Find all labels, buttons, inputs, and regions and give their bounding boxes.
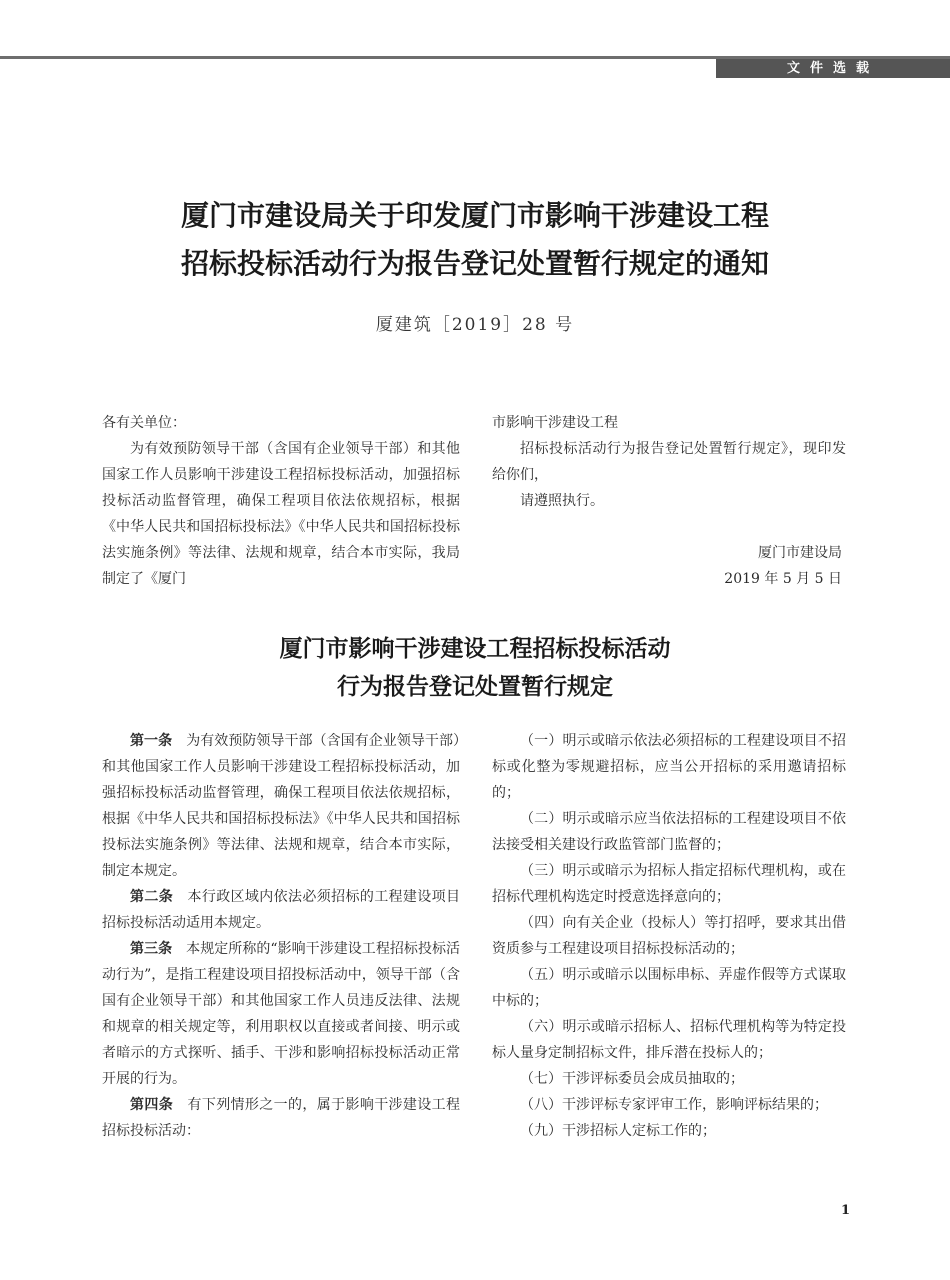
notice-title-line-1: 厦门市建设局关于印发厦门市影响干涉建设工程 xyxy=(180,199,769,232)
notice-addressee: 各有关单位： xyxy=(102,415,186,431)
notice-paragraph: 为有效预防领导干部（含国有企业领导干部）和其他国家工作人员影响干涉建设工程招标投标活动，加强招标投标活动监督管理，确保工程项目依法依规招标，根据《中华人民共和国招标投标法》《中华人民共和国招标投标法实施条例》等法律、法规和规章，结合本市实际，我局制定了《厦门 xyxy=(102,441,460,587)
list-item: （六）明示或暗示招标人、招标代理机构等为特定投标人量身定制招标文件，排斥潜在投标人的； xyxy=(492,1019,846,1061)
list-item: （四）向有关企业（投标人）等打招呼，要求其出借资质参与工程建设项目招标投标活动的； xyxy=(492,915,846,957)
notice-paragraph-continued: 市影响干涉建设工程 xyxy=(492,415,618,431)
section-label: 文件选载 xyxy=(716,59,950,78)
article-label: 第二条 xyxy=(130,889,174,905)
notice-signer: 厦门市建设局 xyxy=(758,545,842,561)
article-label: 第四条 xyxy=(130,1097,174,1113)
list-item: （一）明示或暗示依法必须招标的工程建设项目不招标或化整为零规避招标，应当公开招标的采用邀请招标的； xyxy=(492,733,846,801)
regulation-title-line-1: 厦门市影响干涉建设工程招标投标活动 xyxy=(279,635,671,662)
regulation-title-line-2: 行为报告登记处置暂行规定 xyxy=(337,673,613,700)
article xyxy=(102,884,460,936)
page-number: 1 xyxy=(840,1203,850,1218)
notice-date: 2019 年 5 月 5 日 xyxy=(724,571,842,587)
notice-paragraph-continued-2: 招标投标活动行为报告登记处置暂行规定》，现印发给你们， xyxy=(492,441,846,483)
list-item: （三）明示或暗示为招标人指定招标代理机构，或在招标代理机构选定时授意选择意向的； xyxy=(492,863,846,905)
list-item: （二）明示或暗示应当依法招标的工程建设项目不依法接受相关建设行政监管部门监督的； xyxy=(492,811,846,853)
article-text: 为有效预防领导干部（含国有企业领导干部）和其他国家工作人员影响干涉建设工程招标投标活动，加强招标投标活动监督管理，确保工程项目依法依规招标，根据《中华人民共和国招标投标法》《中华人民共和国招标投标法实施条例》等法律、法规和规章，结合本市实际，制定本规定。 xyxy=(102,733,461,879)
notice-body-right xyxy=(492,410,846,592)
notice-body-left xyxy=(102,410,460,592)
article xyxy=(102,1092,460,1144)
article-label: 第三条 xyxy=(130,941,173,957)
notice-closing: 请遵照执行。 xyxy=(520,493,604,509)
article xyxy=(102,936,460,1092)
regulation-title xyxy=(100,630,850,706)
list-item: （八）干涉评标专家评审工作，影响评标结果的； xyxy=(520,1097,828,1113)
list-item: （五）明示或暗示以围标串标、弄虚作假等方式谋取中标的； xyxy=(492,967,846,1009)
items-column xyxy=(492,728,846,1144)
article-text: 本行政区域内依法必须招标的工程建设项目招标投标活动适用本规定。 xyxy=(102,889,461,931)
list-item: （九）干涉招标人定标工作的； xyxy=(520,1123,716,1139)
articles-column xyxy=(102,728,460,1144)
list-item: （七）干涉评标委员会成员抽取的； xyxy=(520,1071,744,1087)
notice-title xyxy=(60,192,890,288)
document-number: 厦建筑［2019］28 号 xyxy=(375,315,575,335)
article-label: 第一条 xyxy=(130,733,173,749)
notice-title-line-2: 招标投标活动行为报告登记处置暂行规定的通知 xyxy=(180,247,769,280)
article-text: 本规定所称的“影响干涉建设工程招标投标活动行为”，是指工程建设项目招投标活动中，领导干部（含国有企业领导干部）和其他国家工作人员违反法律、法规和规章的相关规定等，利用职权以直接或者间接、明示或者暗示的方式探听、插手、干涉和影响招标投标活动正常开展的行为。 xyxy=(102,941,461,1087)
article-text: 有下列情形之一的，属于影响干涉建设工程招标投标活动： xyxy=(102,1097,461,1139)
article xyxy=(102,728,460,884)
